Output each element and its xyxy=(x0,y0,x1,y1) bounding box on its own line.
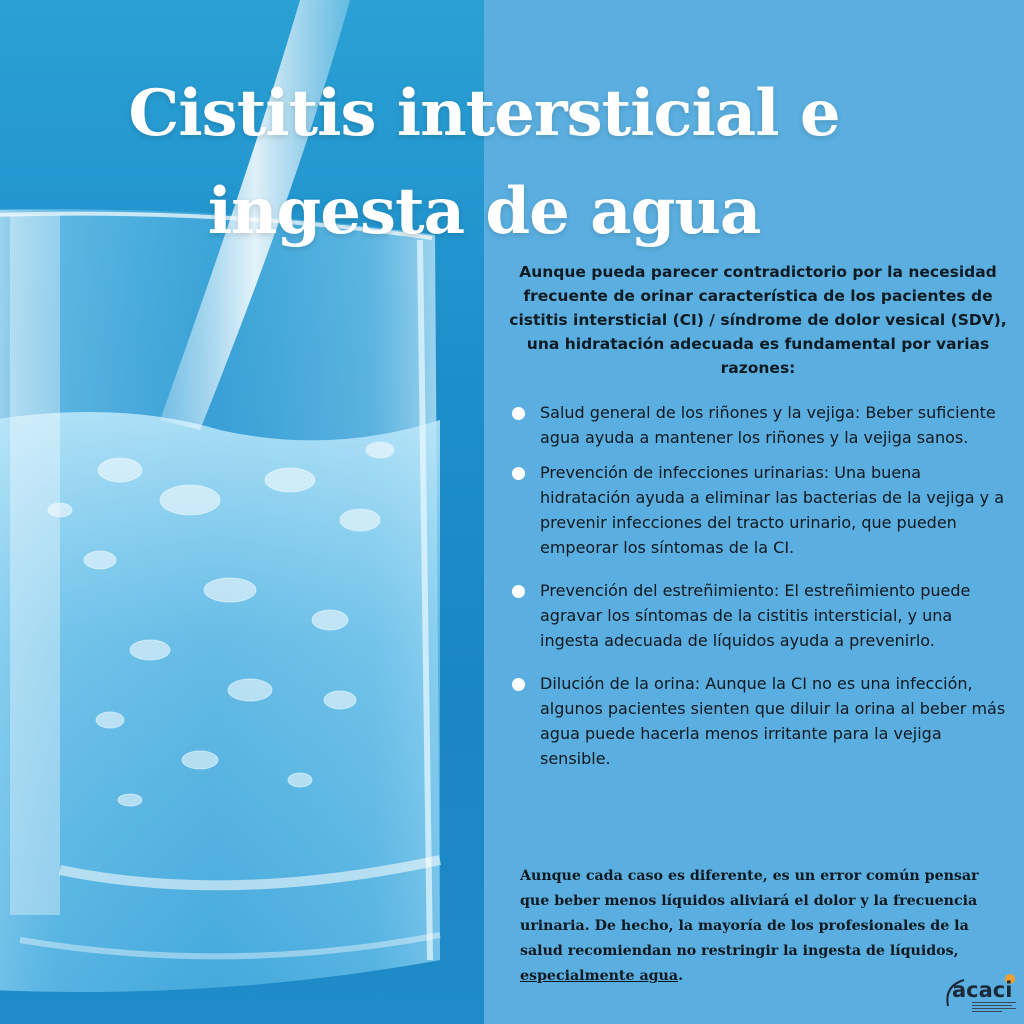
intro-paragraph: Aunque pueda parecer contradictorio por la necesidad frecuente de orinar característica de los pacientes de cistitis intersticial (CI) / síndrome de dolor vesical (SDV), una hidratación adecuada es fundamental por varias razones: xyxy=(509,262,1007,377)
bullet-dot-icon xyxy=(512,467,525,480)
emphasis-text: especialmente agua xyxy=(520,968,679,985)
logo-tagline-lines xyxy=(972,1002,1018,1018)
bullet-dot-icon xyxy=(512,407,525,420)
bullet-dot-icon xyxy=(512,585,525,598)
page-title xyxy=(0,65,968,261)
list-item-text: Salud general de los riñones y la vejiga: Beber suficiente agua ayuda a mantener los riñones y la vejiga sanos. xyxy=(540,403,996,447)
list-item xyxy=(512,671,1012,771)
conclusion-text: Aunque cada caso es diferente, es un error común pensar que beber menos líquidos aliviará el dolor y la frecuencia urinaria. De hecho, la mayoría de los profesionales de la salud recomiendan no restringir la ingesta de líquidos, xyxy=(520,868,979,960)
list-item xyxy=(512,400,1012,450)
conclusion-paragraph xyxy=(520,864,990,989)
list-item-text: Prevención de infecciones urinarias: Una buena hidratación ayuda a eliminar las bacterias de la vejiga y a prevenir infecciones del tracto urinario, que pueden empeorar los síntomas de la CI. xyxy=(540,463,1005,557)
list-item xyxy=(512,460,1012,560)
logo-text: acaci xyxy=(952,978,1013,1002)
reasons-list xyxy=(512,400,1012,771)
list-item xyxy=(512,578,1012,653)
list-item-text: Prevención del estreñimiento: El estreñimiento puede agravar los síntomas de la cistitis intersticial, y una ingesta adecuada de líquidos ayuda a prevenirlo. xyxy=(540,581,971,650)
title-line-1: Cistitis intersticial e xyxy=(128,75,840,151)
title-line-2: ingesta de agua xyxy=(207,173,761,249)
list-item-text: Dilución de la orina: Aunque la CI no es una infección, algunos pacientes sienten que diluir la orina al beber más agua puede hacerla menos irritante para la vejiga sensible. xyxy=(540,674,1006,768)
bullet-dot-icon xyxy=(512,678,525,691)
acaci-logo xyxy=(942,972,1020,1020)
conclusion-end: . xyxy=(678,968,684,985)
